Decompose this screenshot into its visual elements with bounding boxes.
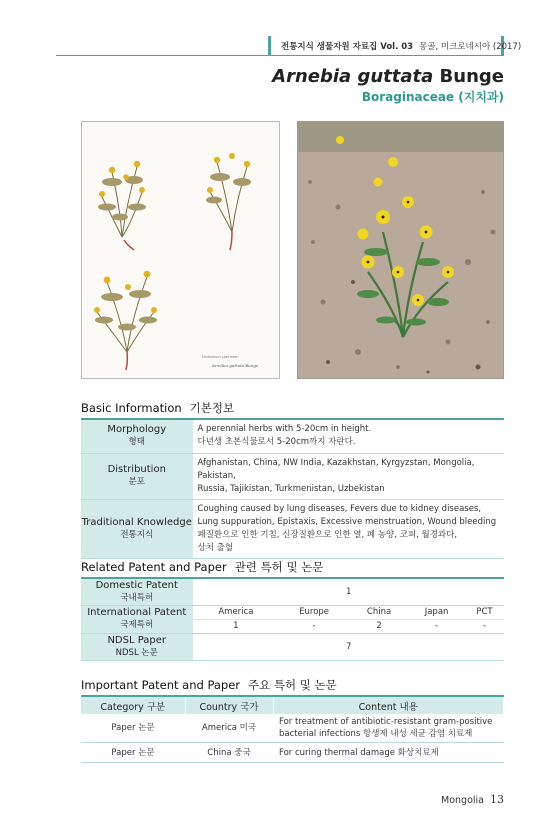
field-photo-illustration [298,122,504,379]
family-name: Boraginaceae (지치과) [361,90,504,104]
country-header: America [193,605,278,619]
basic-info-table [81,418,504,559]
table-header-row [81,696,504,714]
genus-species: Arnebia guttata [272,66,434,87]
table-row [81,633,504,660]
field-photo [297,121,504,379]
domestic-patent-label-en: Domestic Patent [95,579,178,591]
country-cell: America 미국 [185,714,273,743]
category-header: Category 구분 [81,696,185,714]
running-header [268,36,522,56]
traditional-knowledge-value [193,499,504,558]
traditional-knowledge-line: Lung suppuration, Epistaxis, Excessive menstruation, Wound bleeding [197,516,497,527]
country-count: 1 [193,619,278,633]
series-title: 전통지식 생물자원 자료집 Vol. 03 [281,42,414,52]
series-subtitle: 몽골, 미크로네시아 (2017) [419,42,522,52]
traditional-knowledge-line: Coughing caused by lung diseases, Fevers due to kidney diseases, [197,503,482,514]
footer-country: Mongolia [441,795,484,806]
category-cell: Paper 논문 [81,714,185,743]
morphology-value [193,419,504,453]
important-title-en: Important Patent and Paper [81,678,241,692]
domestic-patent-label-ko: 국내특허 [120,592,154,603]
distribution-label [81,453,193,499]
table-row [81,714,504,743]
country-cell: China 중국 [185,743,273,763]
country-count: - [408,619,465,633]
table-row [81,499,504,558]
basic-info-title [81,400,234,416]
distribution-value [193,453,504,499]
table-row [81,453,504,499]
ndsl-paper-label [81,633,193,660]
patent-table [81,577,504,661]
table-row [81,743,504,763]
country-header: PCT [465,605,504,619]
content-line: For treatment of antibiotic-resistant gram-positive [279,717,493,727]
international-patent-label-en: International Patent [87,607,187,618]
country-header: China [350,605,408,619]
morphology-line: 다년생 초본식물로서 5-20cm까지 자란다. [197,437,356,448]
country-col-header: Country 국가 [185,696,273,714]
table-row [81,605,504,619]
distribution-line: Afghanistan, China, NW India, Kazakhstan, Kyrgyzstan, Mongolia, Pakistan, [197,457,475,481]
species-author: Bunge [439,66,504,87]
page-number: 13 [490,793,504,806]
patent-title [81,559,323,575]
traditional-knowledge-label-ko: 전통지식 [120,529,154,540]
species-name [272,66,504,87]
basic-info-title-en: Basic Information [81,401,182,415]
table-row [81,578,504,605]
patent-title-ko: 관련 특허 및 논문 [234,560,324,574]
morphology-line: A perennial herbs with 5-20cm in height. [197,424,372,435]
page-footer [441,793,504,806]
traditional-knowledge-label [81,499,193,558]
important-title [81,677,337,693]
international-patent-label [81,605,193,633]
distribution-label-en: Distribution [107,464,166,475]
content-cell [273,714,504,743]
herbarium-illustration [82,122,280,379]
herbarium-label-line1: Herbarium specimen [202,355,239,359]
country-count: 2 [350,619,408,633]
domestic-patent-count: 1 [193,578,504,605]
ndsl-paper-label-en: NDSL Paper [107,634,167,646]
distribution-label-ko: 분포 [128,477,145,487]
traditional-knowledge-label-en: Traditional Knowledge [81,516,192,528]
morphology-label [81,419,193,453]
important-title-ko: 주요 특허 및 논문 [248,678,337,692]
content-line: For curing thermal damage 화상치료제 [279,747,439,758]
country-header: Europe [278,605,350,619]
content-header: Content 내용 [273,696,504,714]
traditional-knowledge-line: 상처 출혈 [197,542,234,553]
content-cell [273,743,504,763]
traditional-knowledge-line: 폐질환으로 인한 기침, 신장질환으로 인한 열, 폐 농양, 코피, 월경과다, [197,529,458,540]
domestic-patent-label [81,578,193,605]
country-count: - [465,619,504,633]
herbarium-specimen-image [81,121,280,379]
country-header: Japan [408,605,465,619]
morphology-label-en: Morphology [107,424,167,436]
basic-info-title-ko: 기본정보 [189,401,235,415]
header-rule [56,55,504,56]
herbarium-label-line2: Arnebia guttata Bunge [212,363,259,368]
ndsl-paper-count: 7 [193,633,504,660]
patent-title-en: Related Patent and Paper [81,560,227,574]
table-row [81,419,504,453]
distribution-line: Russia, Tajikistan, Turkmenistan, Uzbekistan [197,483,385,494]
category-cell: Paper 논문 [81,743,185,763]
morphology-label-ko: 형태 [128,437,145,448]
country-count: - [278,619,350,633]
international-patent-label-ko: 국제특허 [120,620,154,630]
content-line: bacterial infections 항생제 내성 세균 감염 치료제 [279,729,473,739]
important-table [81,695,504,763]
ndsl-paper-label-ko: NDSL 논문 [115,647,158,658]
